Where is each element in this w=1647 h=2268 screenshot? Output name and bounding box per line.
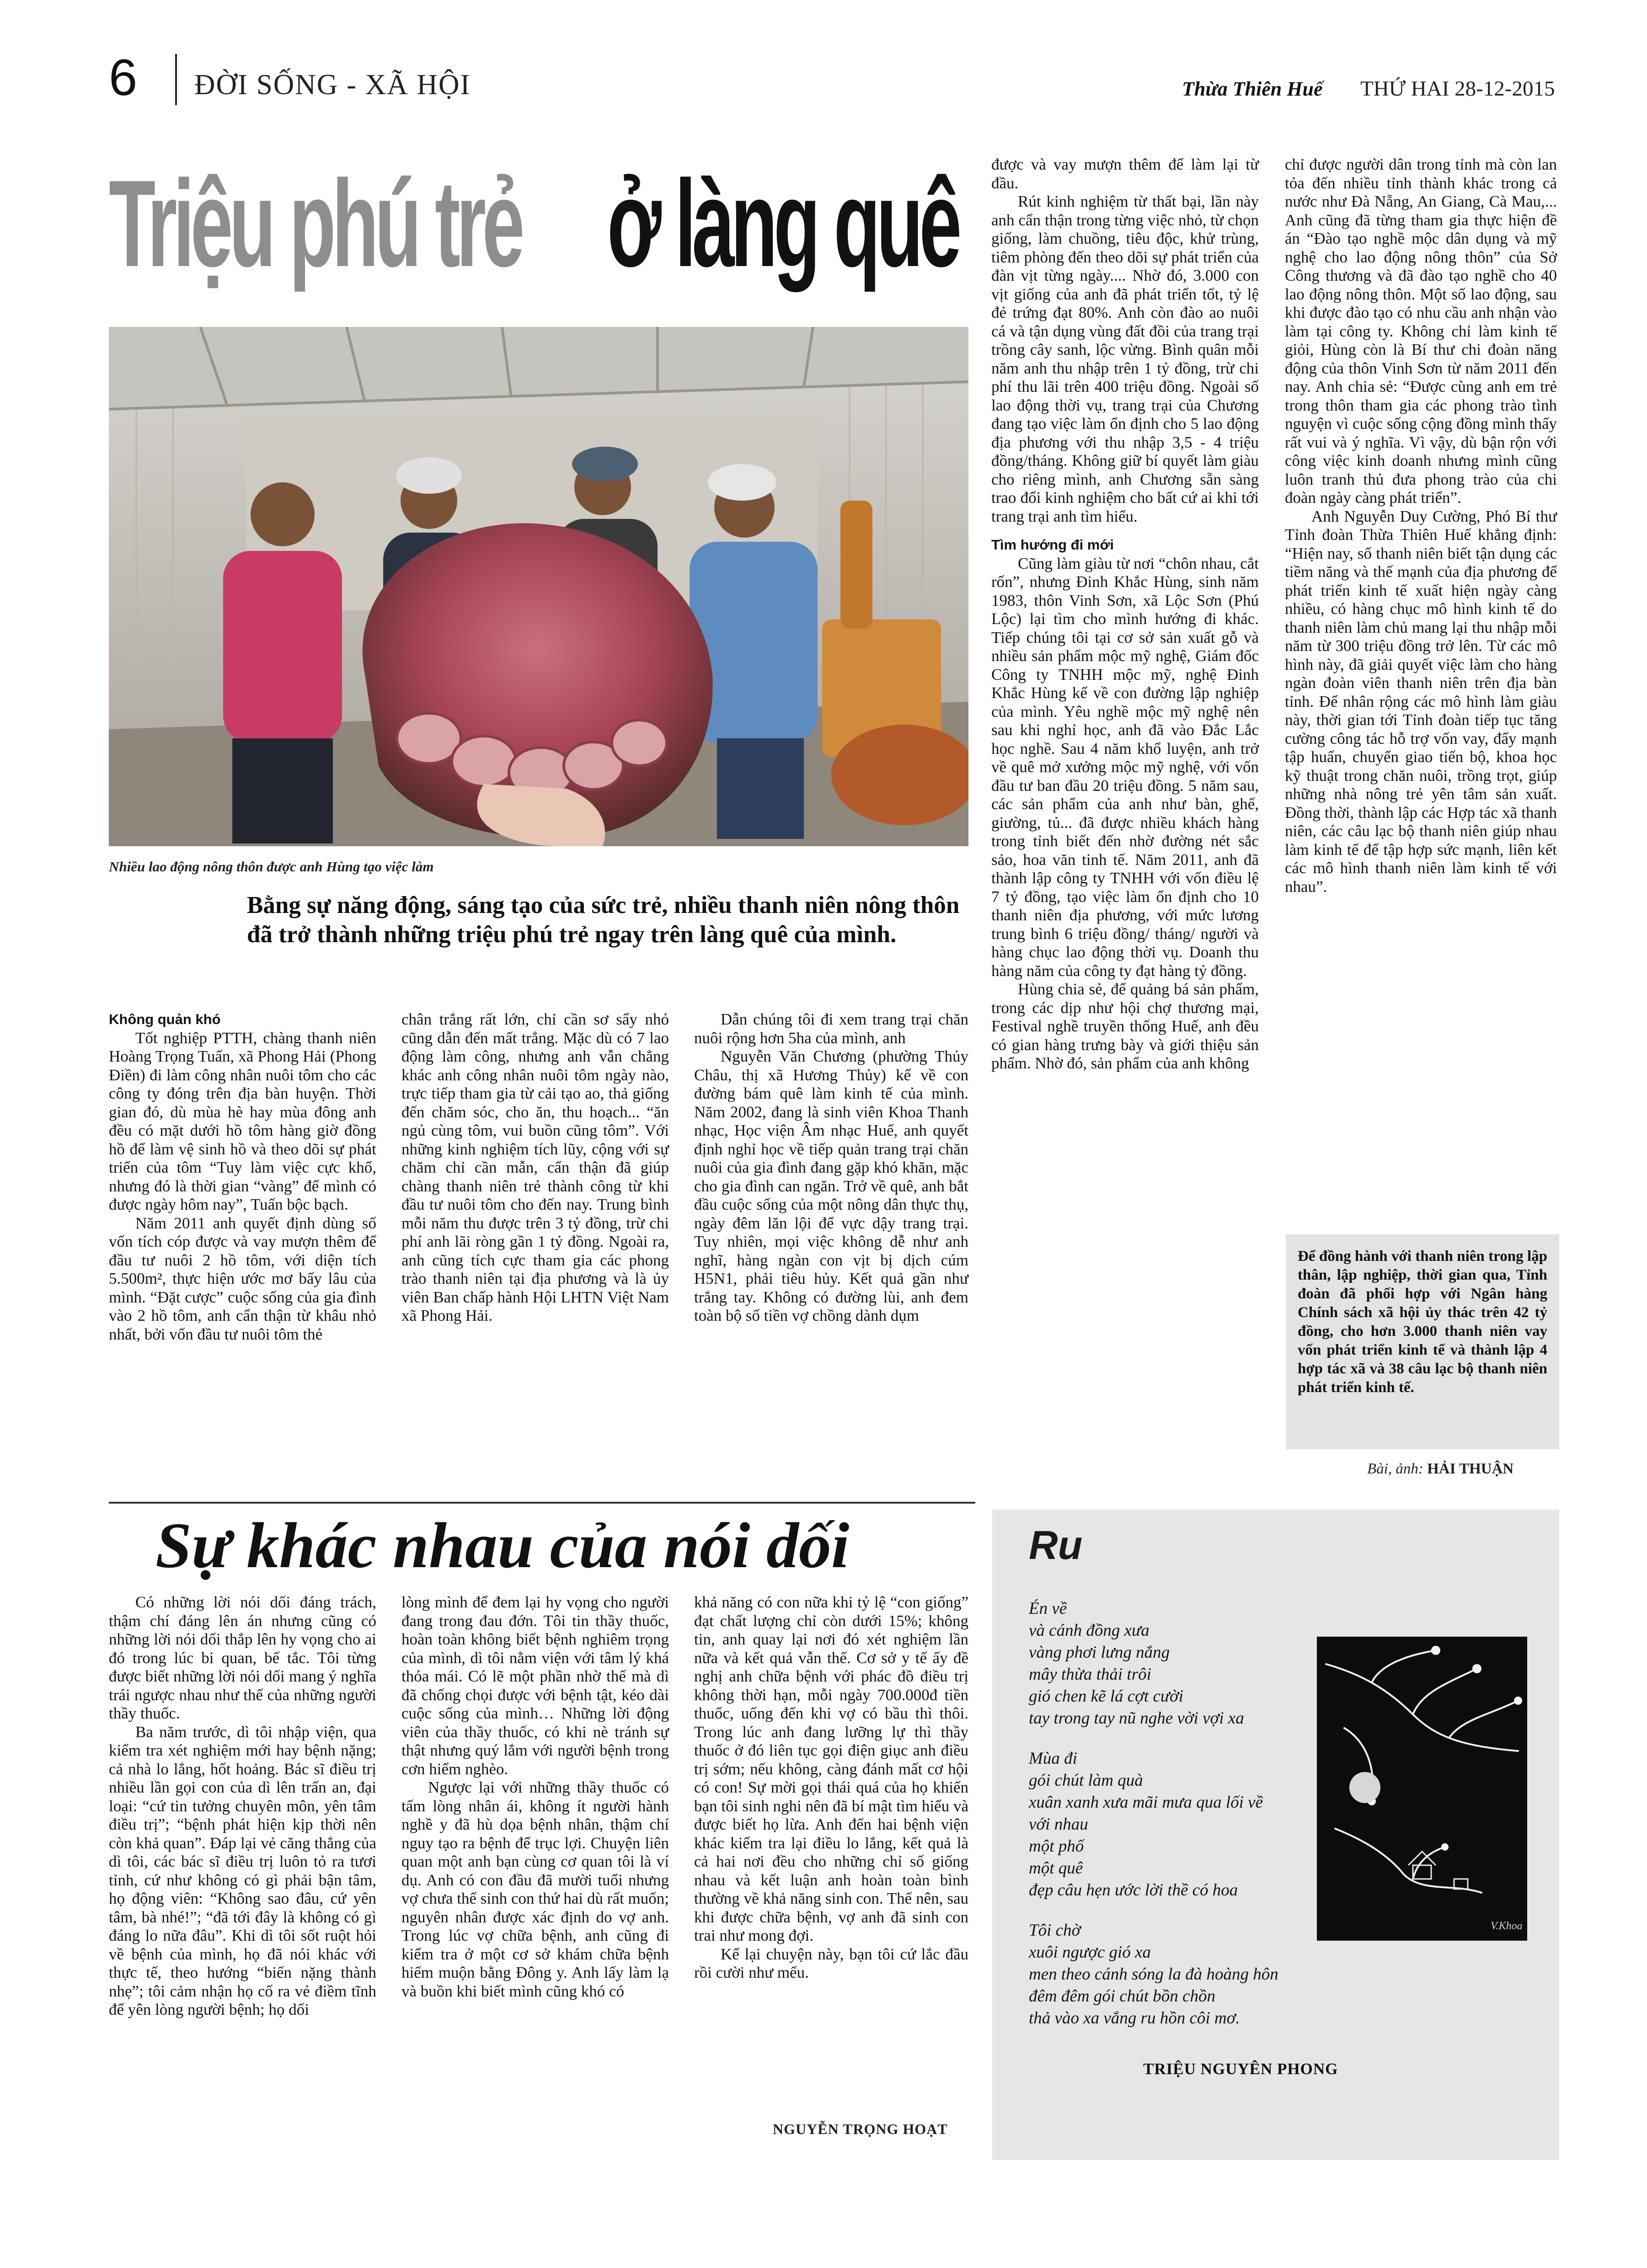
story1-headline-part2: ở làng quê bbox=[590, 155, 958, 293]
woodcarving-photo bbox=[109, 327, 968, 846]
header-divider bbox=[175, 54, 177, 105]
poem-line: men theo cánh sóng la đà hoàng hôn bbox=[1029, 1965, 1278, 1984]
poem-line: với nhau bbox=[1029, 1815, 1088, 1834]
paragraph: Nguyễn Văn Chương (phường Thủy Châu, thị xã Hương Thủy) kể về con đường bám quê làm kinh tế của mình. Năm 2002, đang là sinh viên Khoa Thanh nhạc, Học viện Âm nhạc Huế, anh quyết định nghỉ học về tiếp quản trang trại chăn nuôi của gia đình đang gặp khó khăn, mặc cho gia đình can ngăn. Trở về quê, anh bắt đầu cuộc sống của một nông dân thực thụ, ngày đêm lăn lội để vực dậy trang trại. Tuy nhiên, mọi việc không dễ như anh nghĩ, hàng ngàn con vịt bị dịch cúm H5N1, phải tiêu hủy. Kết quả gần như trắng tay. Không có đường lùi, anh đem toàn bộ số tiền vợ chồng dành dụm bbox=[694, 1047, 968, 1324]
paragraph: chân trắng rất lớn, chỉ cần sơ sẩy nhỏ cũng dẫn đến mất trắng. Mặc dù có 7 lao động làm công, nhưng anh vẫn chẳng khác anh công nhân nuôi tôm ngày nào, trực tiếp tham gia từ cải tạo ao, thả giống đến chăm sóc, cho ăn, thu hoạch... “ăn ngủ cùng tôm, vui buồn cũng tôm”. Với những kinh nghiệm tích lũy, cộng với sự chăm chỉ cần mẫn, cẩn thận đã giúp chàng thanh niên trẻ thành công từ khi đầu tư nuôi tôm cho đến nay. Trung bình mỗi năm thu được trên 3 tỷ đồng, trừ chi phí anh lãi ròng gần 1 tỷ đồng. Ngoài ra, anh cũng tích cực tham gia các phong trào thanh niên tại địa phương và là ủy viên Ban chấp hành Hội LHTN Việt Nam xã Phong Hải. bbox=[401, 1010, 669, 1324]
story2-column-1 bbox=[109, 1593, 376, 2019]
poem-line: gói chút làm quà bbox=[1029, 1771, 1143, 1790]
paragraph: Ngược lại với những thầy thuốc có tấm lòng nhân ái, không ít người hành nghề y đã hù dọa bệnh nhân, thậm chí nguy tạo ra bệnh để trục lợi. Chuyện liên quan một anh bạn cùng cơ quan tôi là ví dụ. Anh có con đầu đã mười tuổi nhưng vợ chưa thể sinh con thứ hai dù rất muốn; nguyên nhân được xác định do vợ anh. Trong lúc vợ chữa bệnh, anh cũng đi kiểm tra ở một cơ sở khám chữa bệnh hiếm muộn bằng Đông y. Anh lấy làm lạ và buồn khi biết mình cũng khó có bbox=[401, 1778, 669, 2000]
paragraph: được và vay mượn thêm để làm lại từ đầu. bbox=[991, 155, 1259, 192]
byline-name: HẢI THUẬN bbox=[1427, 1461, 1514, 1477]
paragraph: Có những lời nói dối đáng trách, thậm chí đáng lên án nhưng cũng có những lời nói dối thắp lên hy vọng cho ai đó trong lúc bi quan, bế tắc. Tôi từng được biết những lời nói dối mang ý nghĩa trái ngược nhau như thế của những người thầy thuốc. bbox=[109, 1593, 376, 1722]
paragraph: Năm 2011 anh quyết định dùng số vốn tích cóp được và vay mượn thêm để đầu tư nuôi 2 hồ tôm, với diện tích 5.500m², thực hiện ước mơ bấy lâu của mình. “Đặt cược” cuộc sống của gia đình vào 2 hồ tôm, anh cẩn thận từ khâu nhỏ nhất, bởi vốn đầu tư nuôi tôm thẻ bbox=[109, 1214, 376, 1343]
story2-column-2 bbox=[401, 1593, 669, 2001]
paragraph: Tốt nghiệp PTTH, chàng thanh niên Hoàng Trọng Tuấn, xã Phong Hải (Phong Điền) đi làm công nhân nuôi tôm cho các công ty đóng trên địa bàn huyện. Thời gian đó, dù mùa hè hay mùa đông anh đều có mặt dưới hồ tôm hàng giờ đồng hồ để làm vệ sinh hồ và theo dõi sự phát triển của tôm “Tuy làm việc cực khổ, nhưng đó là thời gian “vàng” để mình có được ngày hôm nay”, Tuấn bộc bạch. bbox=[109, 1029, 376, 1213]
page-number: 6 bbox=[109, 49, 138, 106]
section-title: ĐỜI SỐNG - XÃ HỘI bbox=[194, 69, 471, 101]
story2-headline: Sự khác nhau của nói dối bbox=[155, 1509, 850, 1581]
paragraph: Kể lại chuyện này, bạn tôi cứ lắc đầu rồi cười như mếu. bbox=[694, 1945, 968, 1981]
story1-column-4 bbox=[991, 155, 1259, 1073]
woodcarving-scene bbox=[109, 327, 968, 846]
poem-line: mây thừa thải trôi bbox=[1029, 1665, 1151, 1684]
story1-byline bbox=[1367, 1460, 1513, 1478]
poem-line: gió chen kẽ lá cợt cười bbox=[1029, 1687, 1184, 1706]
paragraph: Cũng làm giàu từ nơi “chôn nhau, cắt rốn”, nhưng Đinh Khắc Hùng, sinh năm 1983, thôn Vinh Sơn, xã Lộc Sơn (Phú Lộc) lại tìm cho mình hướng đi khác. Tiếp chúng tôi tại cơ sở sản xuất gỗ và nhiều sản phẩm mộc mỹ nghệ, Giám đốc Công ty TNHH mộc mỹ, nghệ Đinh Khắc Hùng kể về con đường lập nghiệp của mình. Yêu nghề mộc mỹ nghệ nên sau khi nghỉ học, anh đã vào Đắc Lắc học nghề. Sau 4 năm khổ luyện, anh trở về quê mở xưởng mộc mỹ nghệ, với vốn đầu tư ban đầu 20 triệu đồng. 5 năm sau, các sản phẩm của anh như bàn, ghế, giường, tủ... đã được nhiều khách hàng trong tỉnh biết đến nhờ đường nét sắc sảo, hoa văn tinh tế. Năm 2011, anh đã thành lập công ty TNHH với vốn điều lệ 7 tỷ đồng, tạo việc làm ổn định cho 10 thanh niên địa phương, với mức lương trung bình 6 triệu đồng/ tháng/ người và hàng chục lao động thời vụ. Doanh thu hàng năm của công ty đạt hàng tỷ đồng. bbox=[991, 554, 1259, 980]
story1-column-1 bbox=[109, 1010, 376, 1344]
highlight-box bbox=[1286, 1234, 1559, 1449]
paragraph: Anh Nguyễn Duy Cường, Phó Bí thư Tỉnh đoàn Thừa Thiên Huế khẳng định: “Hiện nay, số thanh niên biết tận dụng các tiềm năng và thế mạnh của địa phương để phát triển kinh tế xuất hiện ngày càng nhiều, có hàng chục mô hình kinh tế do thanh niên làm chủ mang lại thu nhập mỗi năm từ 300 triệu đồng trở lên. Từ các mô hình này, đã giải quyết việc làm cho hàng ngàn đoàn viên thanh niên trên địa bàn tỉnh. Để nhân rộng các mô hình làm giàu này, thời gian tới Tỉnh đoàn tiếp tục tăng cường công tác hỗ trợ vốn vay, đẩy mạnh tập huấn, chuyển giao tiến bộ, khoa học kỹ thuật trong chăn nuôi, trồng trọt, giúp những nhà nông trẻ yên tâm sản xuất. Đồng thời, thành lập các Hợp tác xã thanh niên, các câu lạc bộ thanh niên giúp nhau làm kinh tế để tập hợp sức mạnh, liên kết các mô hình thanh niên làm kinh tế với nhau”. bbox=[1285, 507, 1557, 896]
poem-line: xuôi ngược gió xa bbox=[1029, 1943, 1151, 1962]
story-divider bbox=[109, 1502, 975, 1504]
poem-title: Ru bbox=[1029, 1522, 1083, 1568]
poem-line: xuân xanh xưa mãi mưa qua lối về bbox=[1029, 1793, 1263, 1812]
paragraph: lòng mình để đem lại hy vọng cho người đang trong đau đớn. Tôi tin thầy thuốc, hoàn toàn không biết bệnh nghiêm trọng của mình, dì tôi nằm viện với tâm lý khá thỏa mái. Có lẽ một phần nhờ thế mà dì đã chống chọi được với bệnh tật, kéo dài cuộc sống của mình… Những lời động viên của thầy thuốc, có khi nè tránh sự thật nhưng quý lắm với người bệnh trong cơn hiểm nghèo. bbox=[401, 1593, 669, 1778]
poem-line: thả vào xa vắng ru hồn côi mơ. bbox=[1029, 2009, 1240, 2028]
poem-line: Tôi chờ bbox=[1029, 1921, 1081, 1940]
paragraph: Dẫn chúng tôi đi xem trang trại chăn nuôi rộng hơn 5ha của mình, anh bbox=[694, 1010, 968, 1047]
paragraph: chỉ được người dân trong tỉnh mà còn lan tỏa đến nhiều tỉnh thành khác trong cả nước như Đà Nẵng, An Giang, Cà Mau,... Anh cũng đã từng tham gia thực hiện đề án “Đào tạo nghề mộc dân dụng và mỹ nghệ cho lao động nông thôn” của Sở Công thương và đã đào tạo nghề cho 40 lao động nông thôn. Một số lao động, sau khi được đào tạo có nhu cầu anh nhận vào làm tại công ty. Không chỉ làm kinh tế giỏi, Hùng còn là Bí thư chi đoàn năng động của thôn Vinh Sơn từ năm 2011 đến nay. Anh chia sẻ: “Được cùng anh em trẻ trong thôn tham gia các phong trào tình nguyện vì cuộc sống cộng đồng mình thấy rất vui và ý nghĩa. Vì vậy, dù bận rộn với công việc kinh doanh nhưng mình cũng luôn tranh thủ đưa phong trào của chi đoàn ngày càng phát triển”. bbox=[1285, 155, 1557, 507]
story2-column-3 bbox=[694, 1593, 968, 1982]
poem-line: một phố bbox=[1029, 1837, 1084, 1856]
subhead-tim-huong-di-moi: Tìm hướng đi mới bbox=[991, 537, 1114, 553]
story1-column-3 bbox=[694, 1010, 968, 1325]
poem-line: Mùa đi bbox=[1029, 1749, 1077, 1768]
poem-illustration bbox=[1317, 1637, 1527, 1941]
paragraph: Rút kinh nghiệm từ thất bại, lần này anh cẩn thận trong từng việc nhỏ, từ chọn giống, làm chuồng, tiêu độc, khử trùng, tiêm phòng đến theo dõi sự phát triển của đàn vịt từng ngày.... Nhờ đó, 3.000 con vịt giống của anh đã phát triển tốt, tỷ lệ đẻ trứng đạt 80%. Anh còn đào ao nuôi cá và tận dụng vùng đất đồi của trang trại trồng cây sanh, lộc vừng. Bình quân mỗi năm anh thu nhập trên 1 tỷ đồng, trừ chi phí thu lãi trên 400 triệu đồng. Ngoài số lao động thời vụ, trang trại của Chương đang tạo việc làm ổn định cho 5 lao động địa phương với thu nhập 3,5 - 4 triệu đồng/tháng. Không giữ bí quyết làm giàu cho riêng mình, anh Chương sẵn sàng trao đổi kinh nghiệm cho bất cứ ai khi tới trang trại anh tìm hiểu. bbox=[991, 192, 1259, 525]
poem-line: một quê bbox=[1029, 1859, 1083, 1878]
poem-line: đẹp câu hẹn ước lời thề có hoa bbox=[1029, 1881, 1238, 1900]
photo-caption: Nhiều lao động nông thôn được anh Hùng tạo việc làm bbox=[109, 859, 434, 875]
story1-lead: Bằng sự năng động, sáng tạo của sức trẻ, nhiều thanh niên nông thôn đã trở thành những triệu phú trẻ ngay trên làng quê của mình. bbox=[247, 892, 960, 948]
art-signature: V.Khoa bbox=[1491, 1920, 1523, 1932]
poem-line: và cánh đồng xưa bbox=[1029, 1621, 1150, 1640]
paragraph: Hùng chia sẻ, để quảng bá sản phẩm, trong các dịp như hội chợ thương mại, Festival nghề truyền thống Huế, anh đều có gian hàng trưng bày và giới thiệu sản phẩm. Nhờ đó, sản phẩm của anh không bbox=[991, 980, 1259, 1072]
poem-line: tay trong tay nũ nghe vời vợi xa bbox=[1029, 1709, 1244, 1728]
poem-line: Én về bbox=[1029, 1599, 1067, 1618]
poem-line: vàng phơi lưng nắng bbox=[1029, 1643, 1170, 1662]
highlight-text: Để đồng hành với thanh niên trong lập thân, lập nghiệp, thời gian qua, Tỉnh đoàn đã phối hợp với Ngân hàng Chính sách xã hội ủy thác trên 42 tỷ đồng, cho hơn 3.000 thanh niên vay vốn phát triển kinh tế và thành lập 4 hợp tác xã và 38 câu lạc bộ thanh niên phát triển kinh tế. bbox=[1298, 1248, 1547, 1396]
poem-line: đêm đêm gói chút bồn chồn bbox=[1029, 1987, 1215, 2006]
byline-prefix: Bài, ảnh: bbox=[1367, 1461, 1428, 1477]
issue-date: THỨ HAI 28-12-2015 bbox=[1360, 77, 1555, 101]
paragraph: Ba năm trước, dì tôi nhập viện, qua kiểm tra xét nghiệm mới hay bệnh nặng; cả nhà lo lắng, hốt hoảng. Bác sĩ điều trị nhiều lần gọi con của dì lên trấn an, đại loại: “cứ tin tưởng chuyên môn, yên tâm điều trị”; “bệnh phát hiện kịp thời nên còn khả quan”. Đáp lại vẻ căng thẳng của dì tôi, các bác sĩ điều trị luôn tỏ ra tươi tỉnh, cứ như không có gì phải bận tâm, họ động viên: “Không sao đâu, cứ yên tâm, bà nhé!”; “đã tới đây là không có gì đáng lo nữa đâu”. Khi dì tôi sốt ruột hỏi về bệnh của mình, họ đã nói khác với thực tế, theo hướng “biến nặng thành nhẹ”; tôi cảm nhận họ cố ra vẻ điềm tĩnh để yên lòng người bệnh; họ dối bbox=[109, 1723, 376, 2018]
story1-column-2 bbox=[401, 1010, 669, 1325]
branch-moon-art bbox=[1317, 1637, 1527, 1941]
subhead-khong-quan-kho: Không quản khó bbox=[109, 1011, 221, 1027]
paragraph: khả năng có con nữa khi tỷ lệ “con giống” đạt chất lượng chỉ còn dưới 15%; không tin, anh quay lại nơi đó xét nghiệm lần nữa và kết quả vẫn thế. Cơ sở y tế ấy đề nghị anh chữa bệnh với phác đồ điều trị không thời hạn, mỗi ngày 700.000đ tiền thuốc, uống đến khi vợ có bầu thì thôi. Trong lúc anh đang lưỡng lự thì thầy thuốc ở đó liên tục gọi điện giục anh điều trị sớm; nếu không, càng đánh mất cơ hội có con! Sự mời gọi thái quá của họ khiến bạn tôi sinh nghi nên đã bí mật tìm hiểu và được biết họ lừa. Anh đến hai bệnh viện khác kiểm tra lại điều lo lắng, kết quả là cả hai nơi đều cho những chỉ số giống nhau và kết luận anh hoàn toàn bình thường về khả năng sinh con. Thế nên, sau khi được chữa bệnh, vợ anh đã sinh con trai như mong đợi. bbox=[694, 1593, 968, 1944]
story2-byline: NGUYỄN TRỌNG HOẠT bbox=[773, 2121, 948, 2137]
paper-name: Thừa Thiên Huế bbox=[1182, 78, 1323, 100]
story1-column-5 bbox=[1285, 155, 1557, 896]
poem-author: TRIỆU NGUYÊN PHONG bbox=[1143, 2060, 1338, 2078]
headline-part1: Triệu phú trẻ bbox=[109, 155, 521, 293]
